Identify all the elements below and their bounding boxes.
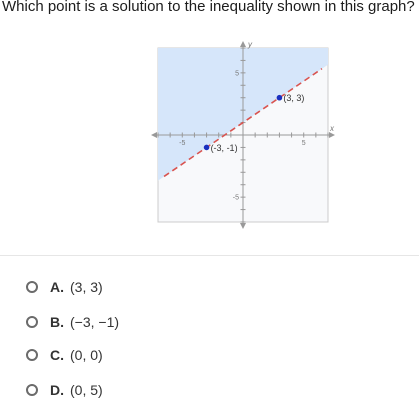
choice-d-letter: D.	[50, 382, 64, 398]
radio-b[interactable]	[26, 316, 38, 328]
choice-c-value: (0, 0)	[70, 347, 103, 363]
point-label-neg3-neg1: (-3, -1)	[210, 142, 238, 153]
choice-d-value: (0, 5)	[70, 382, 103, 398]
divider	[0, 255, 419, 256]
x-tick-label-pos: 5	[301, 140, 306, 147]
radio-c[interactable]	[26, 349, 38, 361]
choice-a[interactable]	[26, 277, 103, 297]
choice-c[interactable]	[26, 345, 103, 365]
question-text: Which point is a solution to the inequality shown in this graph?	[2, 0, 415, 15]
choice-a-letter: A.	[50, 279, 64, 295]
inequality-graph	[148, 38, 338, 232]
point-3-3	[277, 95, 283, 101]
radio-a[interactable]	[26, 281, 38, 293]
y-axis-label: y	[248, 40, 252, 49]
choice-b[interactable]	[26, 312, 119, 332]
x-axis-label: x	[330, 124, 334, 133]
choice-b-value: (−3, −1)	[70, 314, 120, 330]
choice-d[interactable]	[26, 380, 103, 400]
choice-a-value: (3, 3)	[70, 279, 103, 295]
radio-d[interactable]	[26, 384, 38, 396]
choice-b-letter: B.	[50, 314, 64, 330]
point-neg3-neg1	[204, 145, 210, 151]
y-tick-label-neg: -5	[232, 194, 239, 202]
point-label-3-3: (3, 3)	[283, 93, 305, 104]
choice-c-letter: C.	[50, 347, 64, 363]
x-tick-label-neg: -5	[179, 140, 186, 147]
y-tick-label-pos: 5	[235, 70, 239, 78]
